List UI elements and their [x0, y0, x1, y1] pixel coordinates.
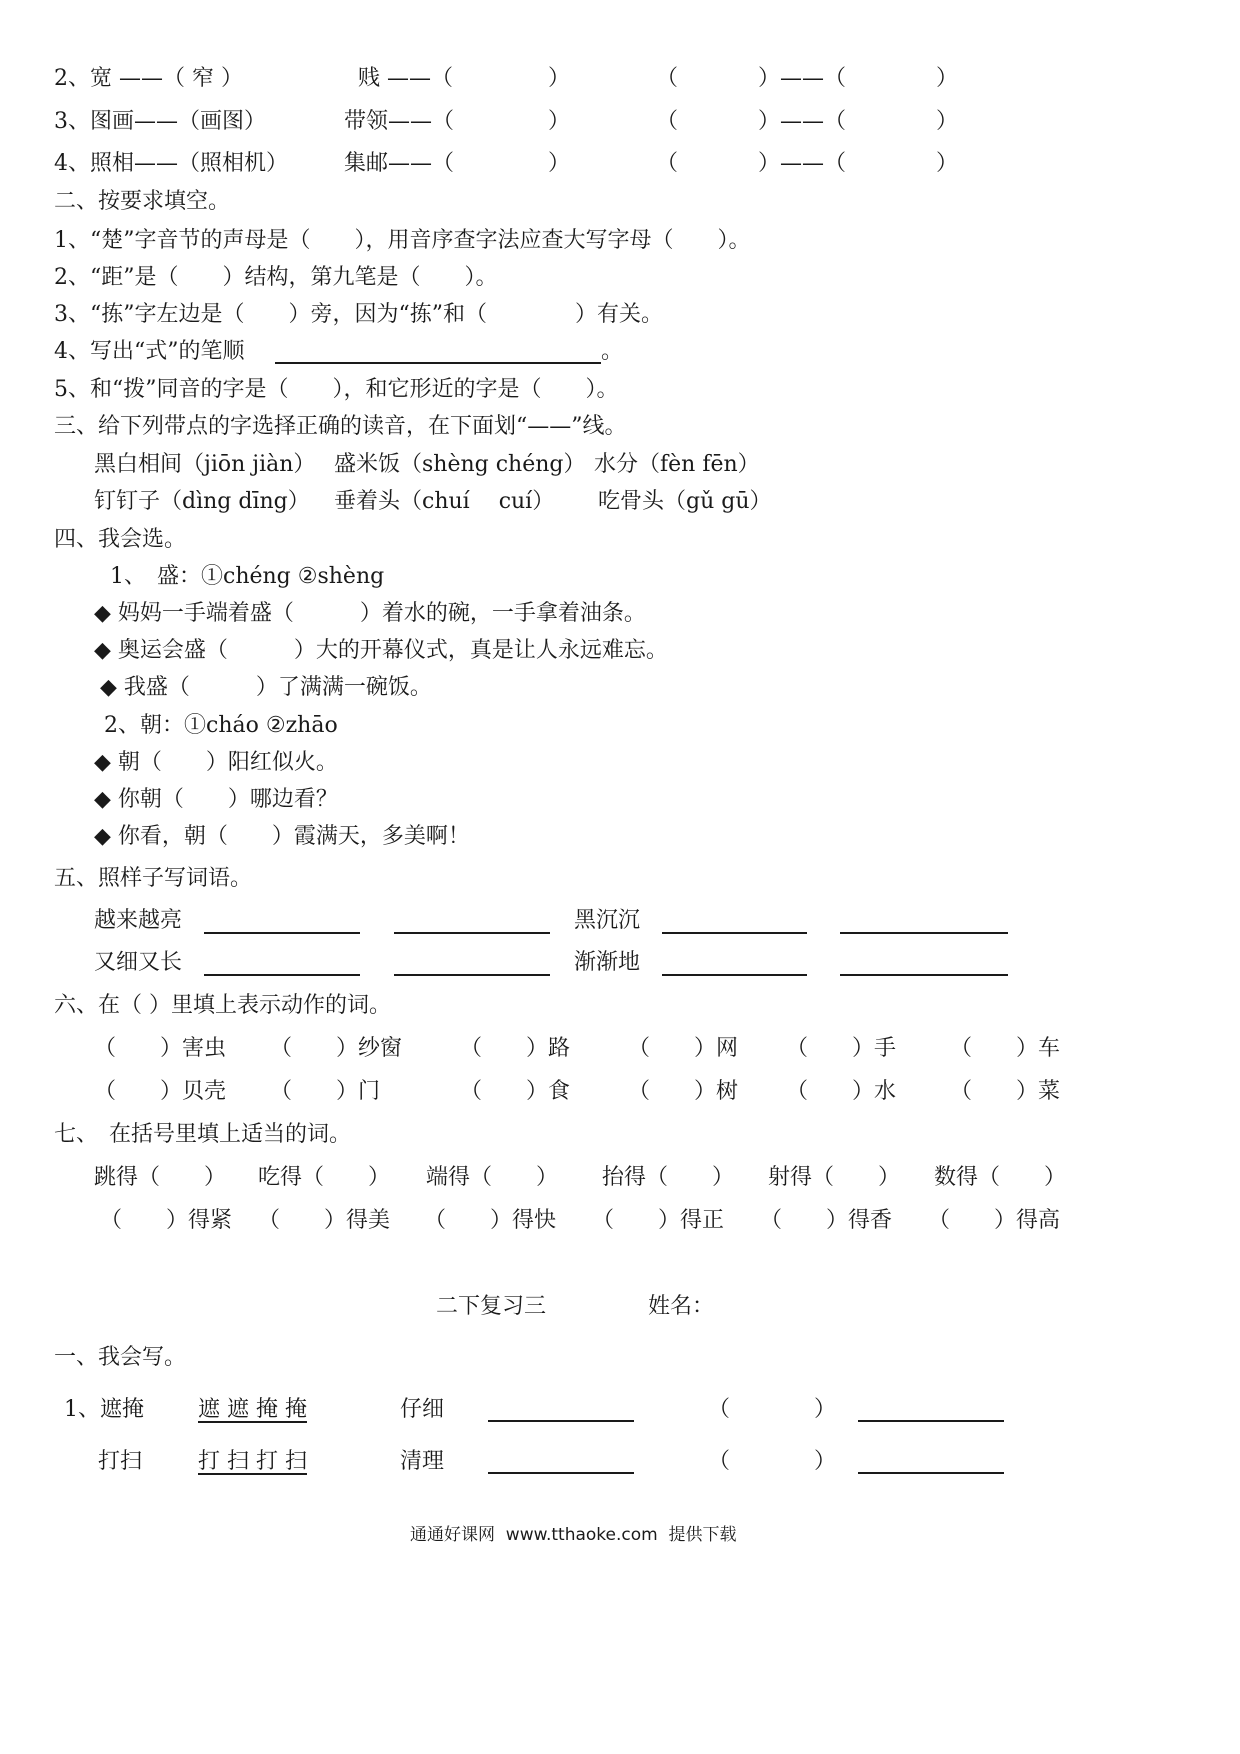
write-example: 打 扫 打 扫: [198, 1449, 307, 1474]
write-word: 1、遮掩: [64, 1397, 144, 1422]
row3-paren: ）: [548, 109, 571, 134]
word-blank: （ ）得紧: [100, 1208, 233, 1233]
example-word: 越来越亮: [94, 908, 183, 933]
s2-question-4: 4、写出“式”的笔顺: [54, 339, 245, 364]
verb-blank: （ ）害虫: [94, 1036, 227, 1061]
word-blank: （ ）得正: [592, 1208, 725, 1233]
pinyin-item: 黑白相间（jiōn jiàn）: [94, 452, 316, 477]
choice-item: ◆ 你朝（ ）哪边看？: [94, 787, 338, 812]
choice-item: ◆ 你看，朝（ ）霞满天，多美啊！: [94, 824, 470, 849]
answer-line[interactable]: [858, 1420, 1004, 1422]
paren-close: ）: [814, 1449, 837, 1474]
answer-line[interactable]: [662, 932, 807, 934]
verb-blank: （ ）路: [460, 1036, 571, 1061]
section-5-title: 五、照样子写词语。: [54, 866, 253, 891]
choice-item: ◆ 朝（ ）阳红似火。: [94, 750, 338, 775]
s2-question-2: 2、“距”是（ ）结构，第九笔是（ ）。: [54, 265, 498, 290]
choice-group-1: 1、 盛：①chéng ②shèng: [110, 564, 385, 589]
answer-line[interactable]: [488, 1420, 634, 1422]
stroke-order-answer-line[interactable]: [275, 362, 601, 364]
example-word: 渐渐地: [574, 950, 641, 975]
word-blank: （ ）得香: [760, 1208, 893, 1233]
write-example: 遮 遮 掩 掩: [198, 1397, 307, 1422]
verb-blank: （ ）菜: [950, 1079, 1061, 1104]
verb-blank: （ ）纱窗: [270, 1036, 403, 1061]
verb-blank: （ ）手: [786, 1036, 897, 1061]
choice-item: ◆ 我盛（ ）了满满一碗饭。: [100, 675, 432, 700]
pinyin-item: 垂着头（chuí cuí）: [334, 489, 555, 514]
example-word: 黑沉沉: [574, 908, 641, 933]
row4-paren: ）: [548, 151, 571, 176]
footer-source: 通通好课网 www.tthaoke.com 提供下载: [410, 1525, 737, 1545]
section-2-title: 二、按要求填空。: [54, 189, 231, 214]
word-blank: 跳得（ ）: [94, 1165, 227, 1190]
row3-paren: ）: [936, 109, 959, 134]
word-blank: （ ）得快: [424, 1208, 557, 1233]
name-label: 姓名：: [648, 1294, 715, 1319]
s2-question-1: 1、“楚”字音节的声母是（ ），用音序查字法应查大写字母（ ）。: [54, 228, 751, 253]
row2-paren: ）: [936, 66, 959, 91]
answer-line[interactable]: [394, 974, 550, 976]
verb-blank: （ ）贝壳: [94, 1079, 227, 1104]
section-4-title: 四、我会选。: [54, 527, 187, 552]
verb-blank: （ ）树: [628, 1079, 739, 1104]
write-word: 清理: [400, 1449, 445, 1474]
choice-item: ◆ 奥运会盛（ ）大的开幕仪式，真是让人永远难忘。: [94, 638, 668, 663]
answer-line[interactable]: [394, 932, 550, 934]
s2-question-5: 5、和“拨”同音的字是（ ），和它形近的字是（ ）。: [54, 377, 619, 402]
example-word: 又细又长: [94, 950, 183, 975]
row4-example: 4、照相——（照相机）: [54, 151, 288, 176]
s2-question-4-end: 。: [601, 339, 624, 364]
word-blank: （ ）得高: [928, 1208, 1061, 1233]
word-blank: （ ）得美: [258, 1208, 391, 1233]
s2-question-3: 3、“拣”字左边是（ ）旁，因为“拣”和（ ）有关。: [54, 302, 663, 327]
verb-blank: （ ）网: [628, 1036, 739, 1061]
pinyin-item: 盛米饭（shèng chéng）: [334, 452, 586, 477]
row4-paren: ）——（: [758, 151, 847, 176]
paren-close: ）: [814, 1397, 837, 1422]
word-blank: 射得（ ）: [768, 1165, 901, 1190]
row3-paren: ）——（: [758, 109, 847, 134]
verb-blank: （ ）车: [950, 1036, 1061, 1061]
row3-word: 带领——（: [344, 109, 455, 134]
section-7-title: 七、 在括号里填上适当的词。: [54, 1122, 352, 1147]
verb-blank: （ ）门: [270, 1079, 381, 1104]
paren-open: （: [708, 1449, 731, 1474]
section-6-title: 六、在（ ）里填上表示动作的词。: [54, 993, 391, 1018]
word-blank: 抬得（ ）: [602, 1165, 735, 1190]
row3-paren: （: [656, 109, 679, 134]
answer-line[interactable]: [840, 974, 1008, 976]
answer-line[interactable]: [488, 1472, 634, 1474]
pinyin-item: 水分（fèn fēn）: [594, 452, 760, 477]
section-3-title: 三、给下列带点的字选择正确的读音，在下面划“——”线。: [54, 414, 627, 439]
answer-line[interactable]: [840, 932, 1008, 934]
choice-item: ◆ 妈妈一手端着盛（ ）着水的碗，一手拿着油条。: [94, 601, 646, 626]
word-blank: 数得（ ）: [934, 1165, 1067, 1190]
row2-paren: （: [656, 66, 679, 91]
write-word: 仔细: [400, 1397, 445, 1422]
word-blank: 吃得（ ）: [258, 1165, 391, 1190]
row4-word: 集邮——（: [344, 151, 455, 176]
verb-blank: （ ）水: [786, 1079, 897, 1104]
answer-line[interactable]: [662, 974, 807, 976]
worksheet-title: 二下复习三: [436, 1294, 547, 1319]
choice-group-2: 2、朝：①cháo ②zhāo: [104, 713, 338, 738]
answer-line[interactable]: [858, 1472, 1004, 1474]
pinyin-item: 钉钉子（dìng dīng）: [94, 489, 310, 514]
row2-paren: ）——（: [758, 66, 847, 91]
answer-line[interactable]: [204, 932, 360, 934]
row4-paren: ）: [936, 151, 959, 176]
row2-word: 贱 ——（: [358, 66, 453, 91]
verb-blank: （ ）食: [460, 1079, 571, 1104]
row4-paren: （: [656, 151, 679, 176]
write-word: 打扫: [98, 1449, 143, 1474]
paren-open: （: [708, 1397, 731, 1422]
row2-paren: ）: [548, 66, 571, 91]
row2-example: 2、宽 ——（ 窄 ）: [54, 66, 243, 91]
answer-line[interactable]: [204, 974, 360, 976]
word-blank: 端得（ ）: [426, 1165, 559, 1190]
pinyin-item: 吃骨头（gǔ gū）: [598, 489, 772, 514]
part3-section-1-title: 一、我会写。: [54, 1345, 187, 1370]
row3-example: 3、图画——（画图）: [54, 109, 266, 134]
